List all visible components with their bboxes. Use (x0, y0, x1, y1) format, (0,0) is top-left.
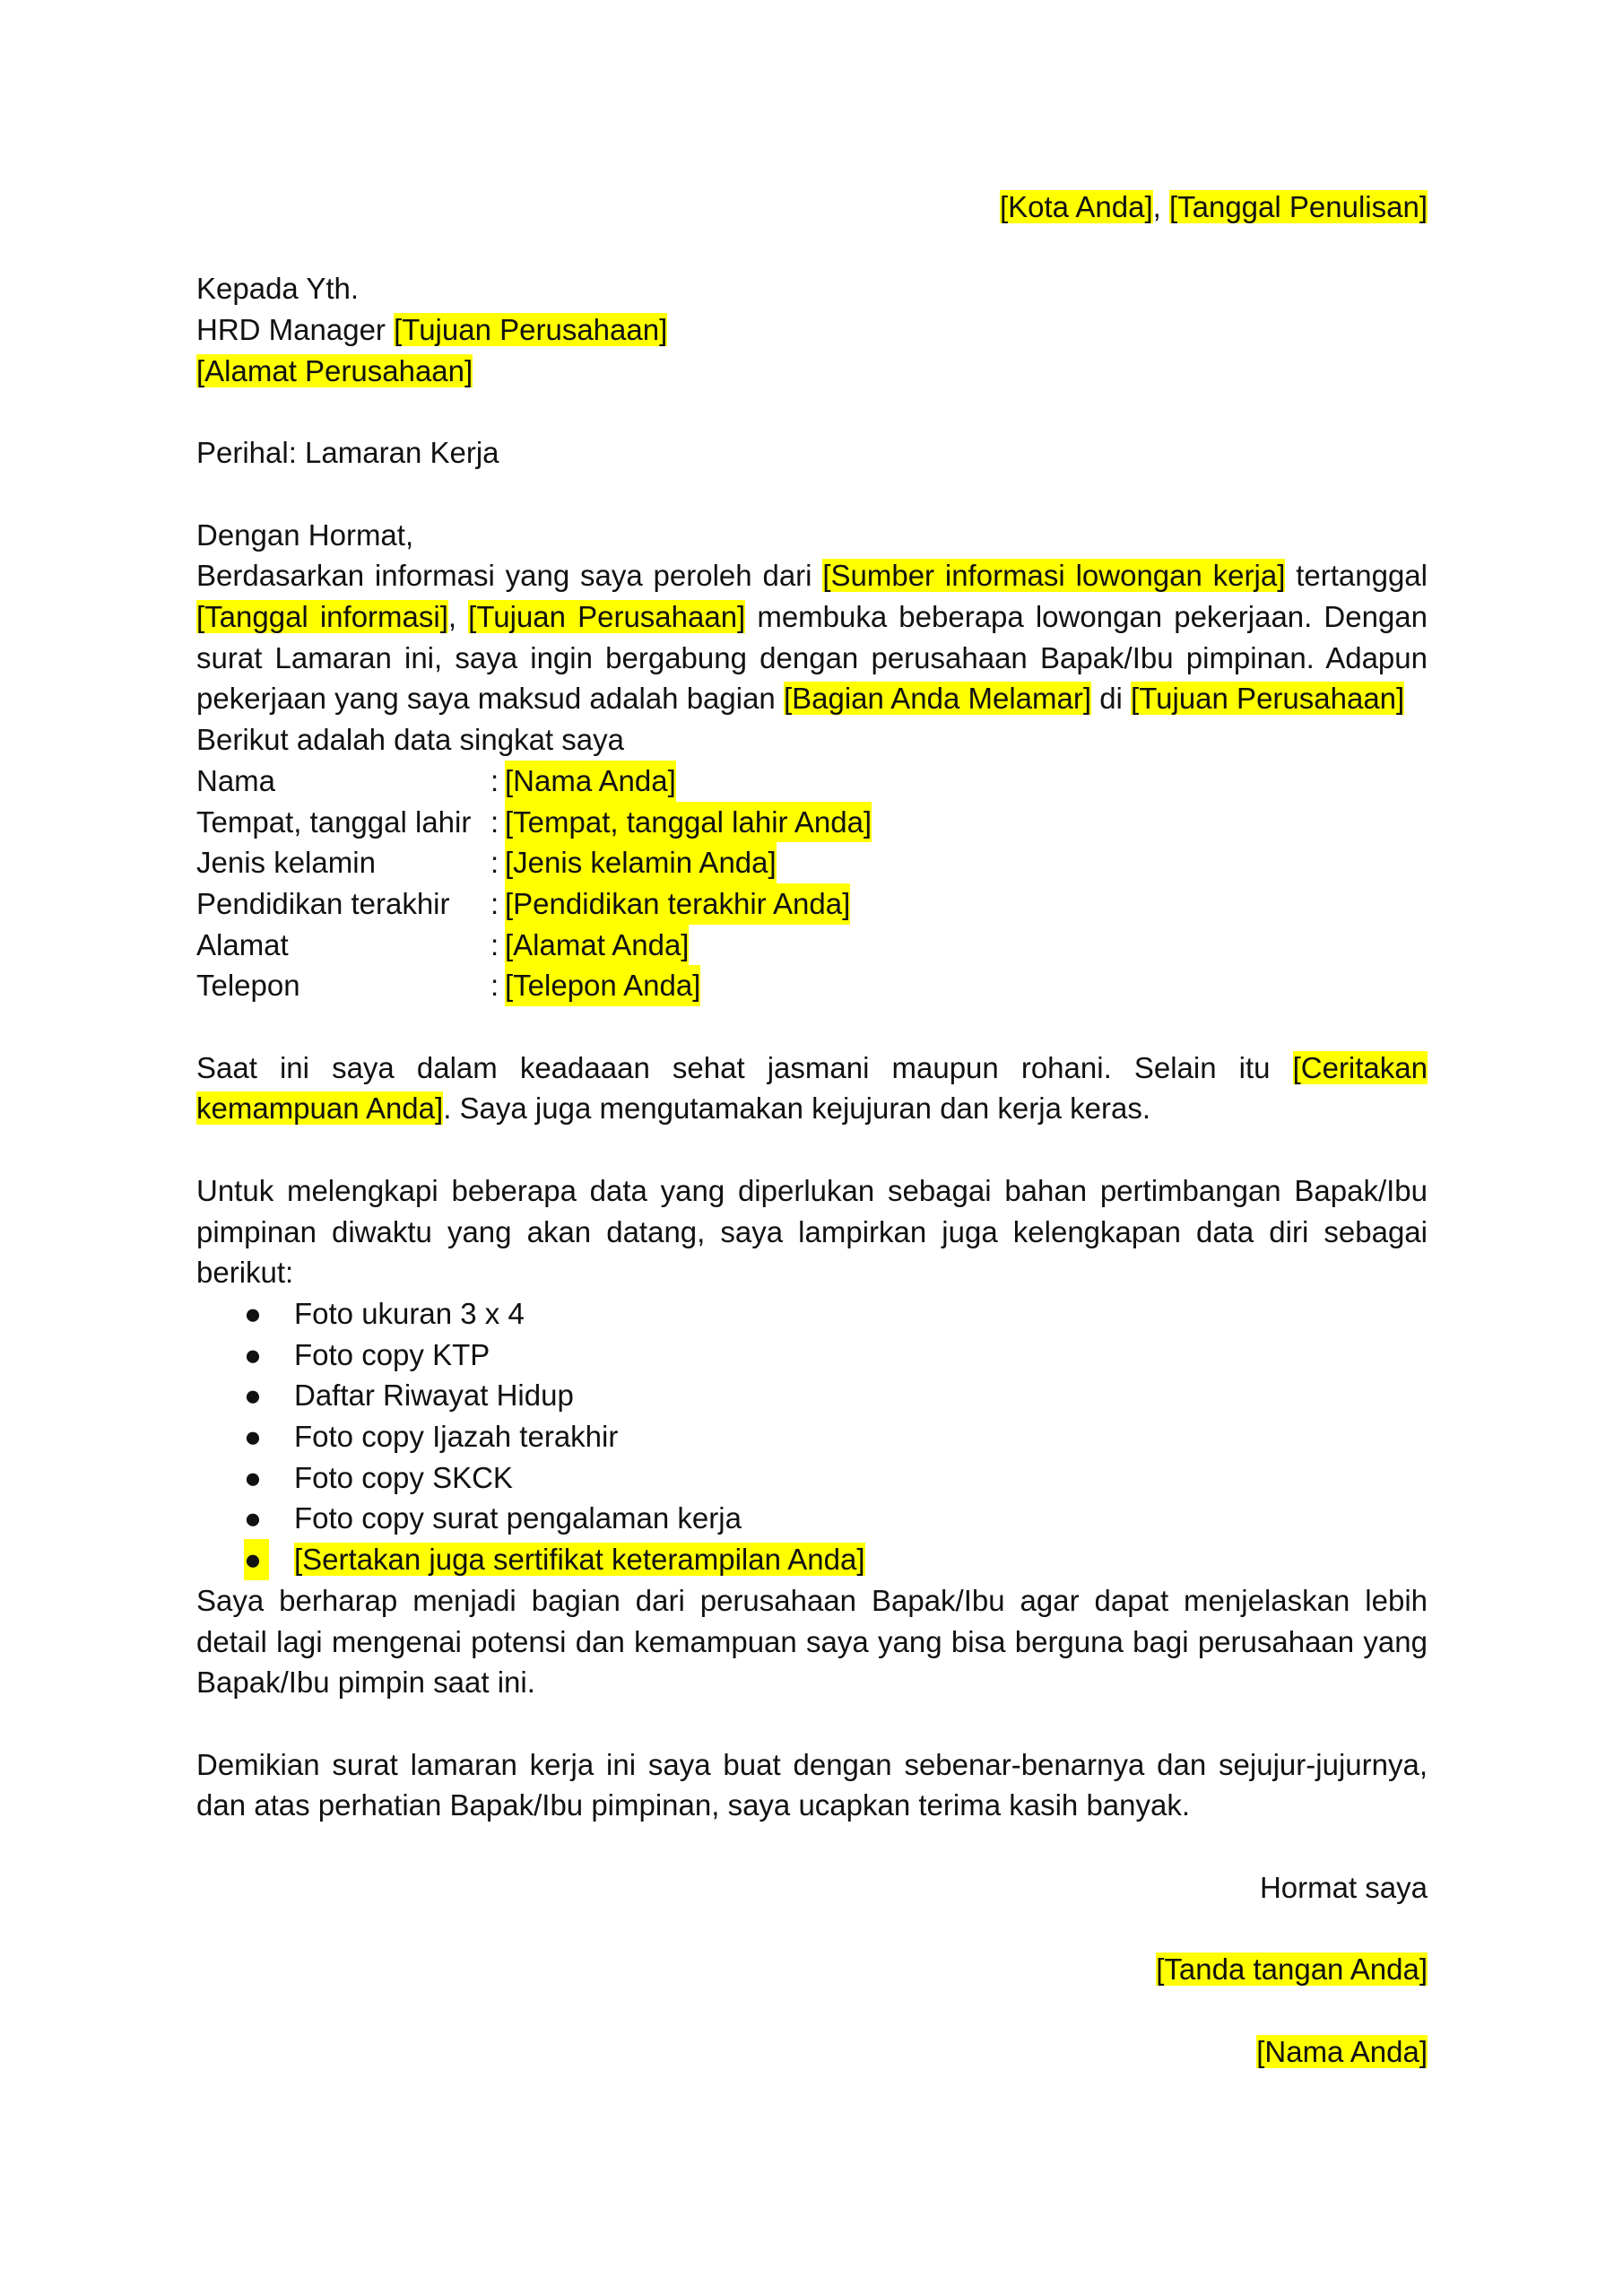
data-row (196, 965, 1428, 1006)
list-item-text: Foto copy Ijazah terakhir (294, 1420, 619, 1454)
subject-line: Perihal: Lamaran Kerja (196, 436, 499, 470)
spacer (196, 228, 1428, 269)
spacer (196, 1990, 1428, 2031)
data-value: [Jenis kelamin Anda] (505, 842, 777, 883)
data-label: Jenis kelamin (196, 846, 376, 880)
data-row (196, 883, 1428, 925)
closing-paragraph: Demikian surat lamaran kerja ini saya buat dengan sebenar-benarnya dan sejujur-jujurnya, dan atas perhatian Bapak/Ibu pimpinan, saya ucapkan terima kasih banyak. (196, 1747, 1428, 1822)
signer-name-placeholder: [Nama Anda] (1256, 2034, 1428, 2068)
spacer (196, 1129, 1428, 1170)
spacer (196, 474, 1428, 515)
spacer (196, 1908, 1428, 1949)
signature-line (196, 1949, 1428, 1990)
source-placeholder: [Sumber informasi lowongan kerja] (822, 559, 1286, 593)
data-label: Pendidikan terakhir (196, 886, 450, 920)
certificate-placeholder: [Sertakan juga sertifikat keterampilan Anda] (294, 1543, 865, 1577)
recipient-line-2 (196, 309, 1428, 351)
bullet-icon: ● (244, 1501, 262, 1535)
health-paragraph (196, 1048, 1428, 1129)
letter-page (196, 187, 1428, 2072)
list-item (196, 1335, 1428, 1376)
info-date-placeholder: [Tanggal informasi] (196, 599, 448, 633)
position-placeholder: [Bagian Anda Melamar] (783, 682, 1092, 716)
health-text-1: Saat ini saya dalam keadaaan sehat jasmani maupun rohani. Selain itu (196, 1050, 1271, 1084)
recipient-line-3 (196, 351, 1428, 392)
bullet-icon: ● (244, 1420, 262, 1454)
data-separator: : (490, 763, 499, 797)
regards-line: Hormat saya (1259, 1870, 1428, 1904)
signer-name-line (196, 2031, 1428, 2073)
company-placeholder-2: [Tujuan Perusahaan] (1131, 682, 1405, 716)
list-item-text: Daftar Riwayat Hidup (294, 1378, 574, 1413)
date-line (196, 187, 1428, 228)
skills-placeholder: [Ceritakan kemampuan Anda] (196, 1050, 1428, 1126)
data-value: [Alamat Anda] (505, 925, 689, 966)
data-intro: Berikut adalah data singkat saya (196, 723, 624, 757)
data-separator: : (490, 969, 499, 1003)
data-separator: : (490, 927, 499, 961)
intro-text-2: tertanggal (1296, 559, 1428, 593)
bullet-icon: ● (244, 1337, 262, 1371)
data-label: Tempat, tanggal lahir (196, 804, 472, 839)
list-item-text: Foto copy KTP (294, 1337, 490, 1371)
recipient-address-placeholder: [Alamat Perusahaan] (196, 353, 473, 387)
attachments-list (196, 1293, 1428, 1580)
recipient-company-placeholder: [Tujuan Perusahaan] (394, 313, 668, 347)
data-separator: : (490, 846, 499, 880)
data-label: Alamat (196, 927, 289, 961)
recipient-line-1: Kepada Yth. (196, 272, 360, 306)
list-item (196, 1498, 1428, 1539)
company-placeholder: [Tujuan Perusahaan] (468, 599, 746, 633)
date-placeholder: [Tanggal Penulisan] (1168, 190, 1428, 223)
hope-paragraph: Saya berharap menjadi bagian dari perusahaan Bapak/Ibu agar dapat menjelaskan lebih detail lagi mengenai potensi dan kemampuan saya yang bisa berguna bagi perusahaan yang Bapak/Ibu pimpin saat ini. (196, 1583, 1428, 1700)
list-item (196, 1539, 1428, 1580)
data-value: [Nama Anda] (505, 761, 676, 802)
signature-placeholder: [Tanda tangan Anda] (1156, 1952, 1428, 1987)
bullet-icon: ● (244, 1539, 269, 1580)
intro-text-1: Berdasarkan informasi yang saya peroleh dari (196, 559, 812, 593)
list-item-text: Foto ukuran 3 x 4 (294, 1296, 525, 1330)
data-value: [Pendidikan terakhir Anda] (505, 883, 850, 925)
data-label: Telepon (196, 969, 300, 1003)
recipient-title: HRD Manager (196, 313, 386, 347)
attachments-intro: Untuk melengkapi beberapa data yang diperlukan sebagai bahan pertimbangan Bapak/Ibu pimpinan diwaktu yang akan datang, saya lampirkan juga kelengkapan data diri sebagai berikut: (196, 1173, 1428, 1290)
intro-text-5: di (1099, 682, 1123, 716)
data-value: [Telepon Anda] (505, 965, 700, 1006)
bullet-icon: ● (244, 1460, 262, 1494)
data-value: [Tempat, tanggal lahir Anda] (505, 802, 872, 843)
data-row (196, 925, 1428, 966)
bullet-icon: ● (244, 1296, 262, 1330)
data-row (196, 802, 1428, 843)
intro-text-3: , (447, 599, 457, 633)
data-row (196, 842, 1428, 883)
list-item-text: Foto copy surat pengalaman kerja (294, 1501, 742, 1535)
data-label: Nama (196, 763, 276, 797)
list-item (196, 1375, 1428, 1416)
intro-text-4: membuka beberapa lowongan pekerjaan. Dengan surat Lamaran ini, saya ingin bergabung dengan perusahaan Bapak/Ibu pimpinan. Adapun pekerjaan yang saya maksud adalah bagian (196, 599, 1428, 716)
spacer (196, 1826, 1428, 1867)
intro-paragraph (196, 555, 1428, 719)
list-item (196, 1416, 1428, 1457)
greeting: Dengan Hormat, (196, 517, 414, 552)
list-item (196, 1457, 1428, 1499)
bullet-icon: ● (244, 1378, 262, 1413)
health-text-2: . Saya juga mengutamakan kejujuran dan kerja keras. (443, 1091, 1150, 1126)
list-item-text: Foto copy SKCK (294, 1460, 513, 1494)
city-placeholder: [Kota Anda] (999, 190, 1153, 223)
data-separator: : (490, 804, 499, 839)
spacer (196, 1006, 1428, 1048)
data-row (196, 761, 1428, 802)
list-item (196, 1293, 1428, 1335)
date-comma: , (1152, 190, 1161, 223)
spacer (196, 1703, 1428, 1744)
spacer (196, 392, 1428, 433)
data-separator: : (490, 886, 499, 920)
personal-data-table (196, 761, 1428, 1006)
